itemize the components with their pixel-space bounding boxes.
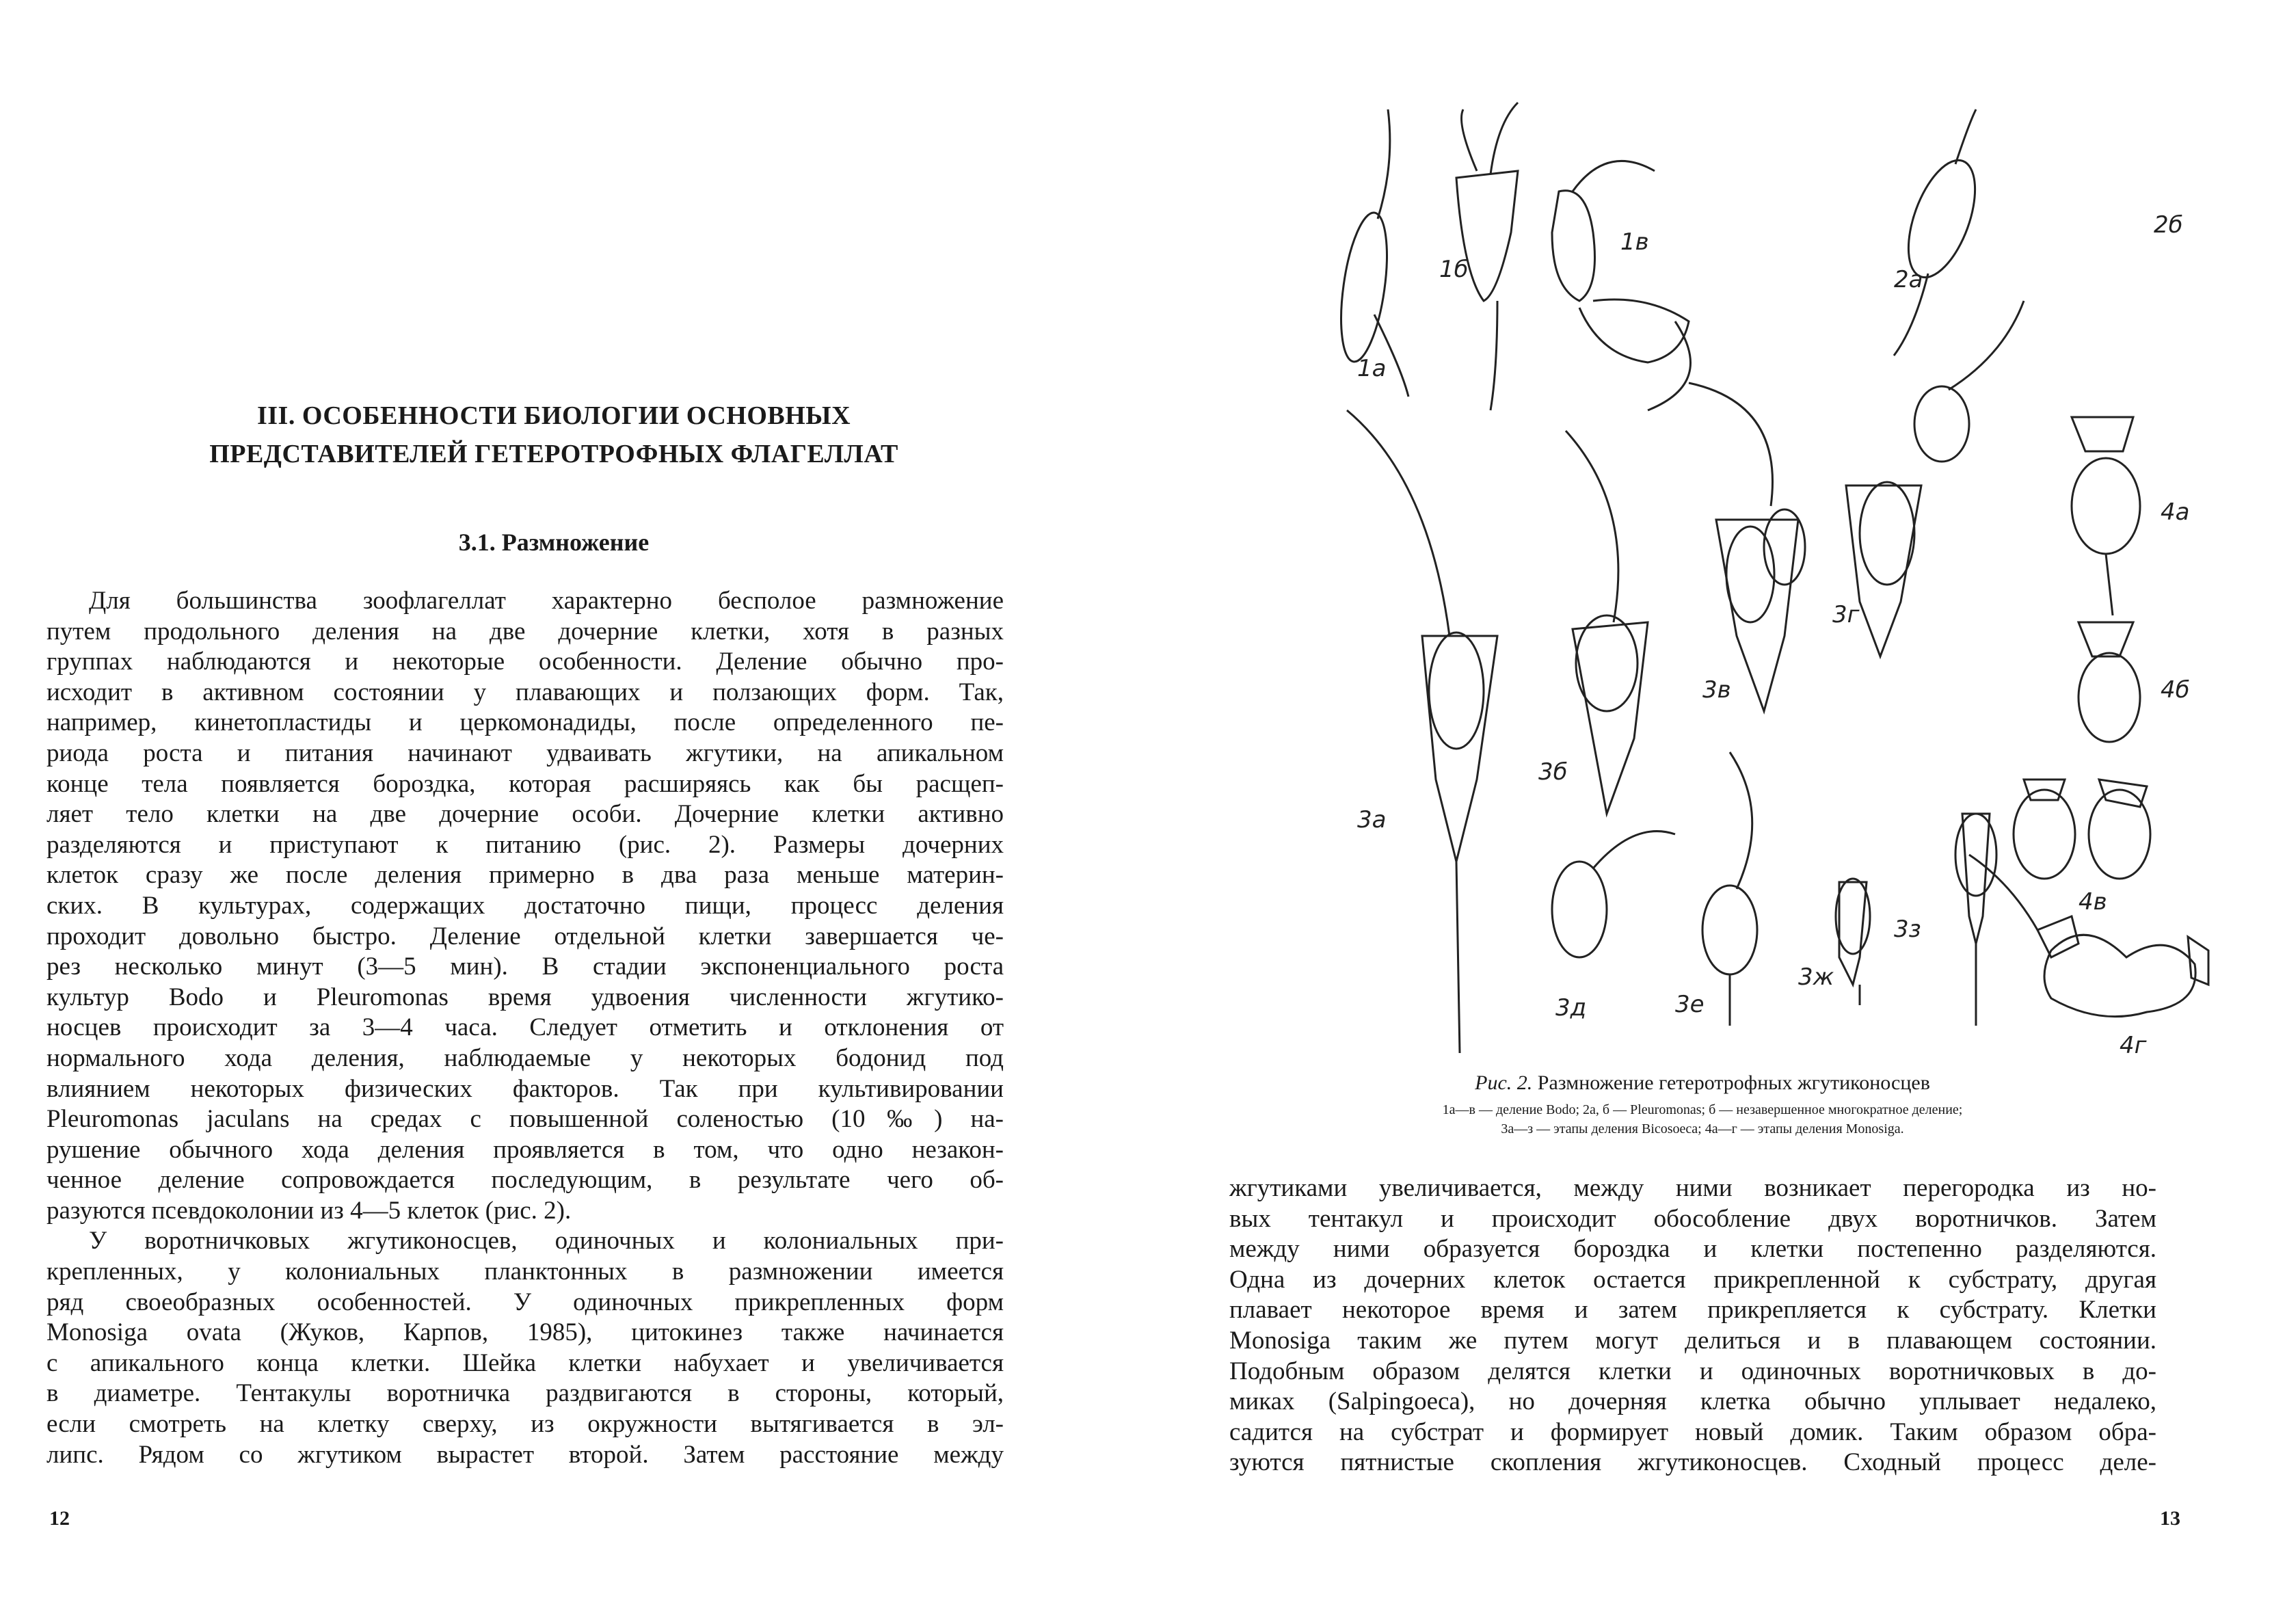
figure-label: 2а [1894, 266, 1923, 293]
lorica-3g [1846, 485, 1921, 656]
text-line: Pleuromonas jaculans на средах с повышенной соленостью (10‰) на- [46, 1105, 1004, 1134]
flagellum [1969, 855, 2037, 930]
figure-label: 1в [1620, 228, 1649, 256]
flagellum [1491, 301, 1497, 410]
text-line: Подобным образом делятся клетки и одиночных воротничковых в до- [1229, 1357, 2156, 1385]
text-line: например, кинетопластиды и церкомонадиды, после определенного пе- [46, 708, 1004, 737]
text-line: путем продольного деления на две дочерние клетки, хотя в разных [46, 617, 1004, 645]
text-line: зуются пятнистые скопления жгутиконосцев. Сходный процесс деле- [1229, 1448, 2156, 1477]
text-line: с апикального конца клетки. Шейка клетки набухает и увеличивается [46, 1348, 1004, 1377]
cell-3zh [1836, 879, 1870, 954]
text-line: рез несколько минут (3—5 мин). В стадии экспоненциального роста [46, 953, 1004, 981]
figure-label: 3з [1894, 916, 1921, 943]
text-line: липс. Рядом со жгутиком вырастет второй. Затем расстояние между [46, 1440, 1004, 1469]
figure-caption-title [1238, 1071, 2167, 1095]
cell-1v-b [1579, 299, 1689, 362]
flagellum [1689, 383, 1773, 506]
text-line: нормального хода деления, наблюдаемые у некоторых бодонид под [46, 1043, 1004, 1072]
figure-label: 2б [2154, 211, 2183, 239]
text-line: садится на субстрат и формирует новый домик. Таким образом обра- [1229, 1417, 2156, 1446]
text-line: между ними образуется бороздка и клетки постепенно разделяются. [1229, 1235, 2156, 1264]
cell-3v-a [1726, 527, 1774, 622]
section-title: 3.1. Размножение [458, 529, 650, 556]
figure-label: 4б [2161, 676, 2190, 704]
cell-4v-a [2014, 790, 2075, 879]
right-page [1135, 0, 2272, 1624]
cell-4b [2079, 653, 2140, 742]
figure-label: 1а [1357, 355, 1387, 382]
text-line: ских. В культурах, содержащих достаточно пищи, процесс деления [46, 891, 1004, 920]
lorica-3z [1962, 814, 1990, 944]
text-line: риода роста и питания начинают удваивать жгутики, на апикальном [46, 738, 1004, 767]
cell-1a [1333, 210, 1395, 364]
chapter-title-line1: III. ОСОБЕННОСТИ БИОЛОГИИ ОСНОВНЫХ [256, 401, 851, 430]
flagellum [1462, 109, 1478, 171]
chapter-title [103, 397, 1005, 473]
figure-drawing [1292, 96, 2190, 1060]
right-body-text [1229, 1173, 2156, 1478]
page-number-right: 13 [2160, 1507, 2180, 1530]
cell-3d [1552, 862, 1607, 957]
figure-flagellate-division [1292, 96, 2190, 1060]
text-line: ченное деление сопровождается последующим, в результате чего об- [46, 1166, 1004, 1195]
caption-title-text: Размножение гетеротрофных жгутиконосцев [1537, 1071, 1930, 1094]
flagellum [1347, 410, 1449, 636]
text-line: Monosiga таким же путем могут делиться и в плавающем состоянии. [1229, 1326, 2156, 1355]
text-line: конце тела появляется бороздка, которая расширяясь как бы расщеп- [46, 769, 1004, 798]
text-line: крепленных, у колониальных планктонных в размножении имеется [46, 1257, 1004, 1286]
text-line: если смотреть на клетку сверху, из окружности вытягивается в эл- [46, 1410, 1004, 1439]
text-line: рушение обычного хода деления проявляется в том, что одно незакон- [46, 1135, 1004, 1164]
cell-3b [1576, 615, 1638, 711]
cell-4a [2072, 458, 2140, 554]
chapter-title-line2: ПРЕДСТАВИТЕЛЕЙ ГЕТЕРОТРОФНЫХ ФЛАГЕЛЛАТ [209, 440, 898, 468]
text-line: вых тентакул и происходит обособление двух воротничков. Затем [1229, 1204, 2156, 1233]
text-line: влиянием некоторых физических факторов. Так при культивировании [46, 1074, 1004, 1103]
stalk [2106, 554, 2113, 615]
text-line: группах наблюдаются и некоторые особенности. Деление обычно про- [46, 648, 1004, 676]
figure-label: 4а [2161, 498, 2190, 526]
figure-label: 3а [1357, 806, 1387, 834]
text-line: разуются псевдоколонии из 4—5 клеток (рис. 2). [46, 1196, 572, 1225]
figure-label: 3ж [1798, 963, 1834, 991]
text-line: клеток сразу же после деления примерно в два раза меньше материн- [46, 861, 1004, 890]
text-line: Monosiga ovata (Жуков, Карпов, 1985), цитокинез также начинается [46, 1318, 1004, 1347]
cell-1v-a [1552, 191, 1595, 301]
figure-label: 3е [1675, 991, 1705, 1018]
collar-4a [2072, 417, 2133, 451]
text-line: миках (Salpingoeca), но дочерняя клетка обычно уплывает недалеко, [1229, 1387, 2156, 1416]
cell-3z [1955, 814, 1996, 896]
cell-3g-swimming [1914, 386, 1969, 462]
figure-label: 3в [1702, 676, 1731, 704]
text-line: ряд своеобразных особенностей. У одиночных прикрепленных форм [46, 1288, 1004, 1316]
collar-4b [2079, 622, 2133, 656]
text-line: исходит в активном состоянии у плавающих и ползающих форм. Так, [46, 678, 1004, 706]
text-line: Для большинства зоофлагеллат характерно бесполое размножение [89, 587, 1004, 615]
stalk [1456, 862, 1460, 1053]
cell-4g [2044, 935, 2195, 1016]
flagellum [1491, 103, 1518, 174]
text-line: У воротничковых жгутиконосцев, одиночных и колониальных при- [89, 1227, 1004, 1255]
text-line: культур Bodo и Pleuromonas время удвоения численности жгутико- [46, 983, 1004, 1011]
cell-3a [1429, 633, 1484, 749]
text-line: Одна из дочерних клеток остается прикрепленной к субстрату, другая [1229, 1265, 2156, 1294]
lorica-3zh [1839, 882, 1867, 985]
flagellum [1378, 109, 1390, 219]
left-body-text [46, 586, 1004, 1470]
text-line: ляет тело клетки на две дочерние особи. Дочерние клетки активно [46, 800, 1004, 829]
figure-label: 3г [1832, 601, 1860, 628]
text-line: разделяются и приступают к питанию (рис. 2). Размеры дочерних [46, 830, 1004, 859]
text-line: проходит довольно быстро. Деление отдельной клетки завершается че- [46, 922, 1004, 950]
left-page [0, 0, 1135, 1624]
flagellum [1955, 109, 1976, 164]
figure-label: 1б [1439, 256, 1469, 283]
cell-3g [1860, 482, 1914, 585]
cell-3e [1702, 886, 1757, 974]
figure-label: 4г [2120, 1032, 2147, 1059]
text-line: жгутиками увеличивается, между ними возникает перегородка из но- [1229, 1174, 2156, 1202]
text-line: плавает некоторое время и затем прикрепляется к субстрату. Клетки [1229, 1296, 2156, 1325]
caption-figure-number: Рис. 2. [1475, 1071, 1533, 1094]
flagellum [1566, 431, 1618, 622]
flagellum [1593, 831, 1675, 868]
text-line: носцев происходит за 3—4 часа. Следует отметить и отклонения от [46, 1013, 1004, 1042]
figure-caption-line2: 3а—з — этапы деления Bicosoeca; 4а—г — этапы деления Monosiga. [1501, 1121, 1904, 1136]
flagellum [1949, 301, 2024, 390]
figure-label: 4в [2079, 888, 2107, 916]
page-number-left: 12 [49, 1507, 70, 1530]
figure-label: 3д [1555, 994, 1587, 1022]
flagellum [1573, 161, 1655, 191]
figure-caption-line1: 1а—в — деление Bodo; 2а, б — Pleuromonas; б — незавершенное многократное деление; [1442, 1102, 1963, 1117]
figure-label: 3б [1538, 758, 1568, 786]
text-line: в диаметре. Тентакулы воротничка раздвигаются в стороны, который, [46, 1379, 1004, 1408]
flagellum [1730, 752, 1752, 889]
